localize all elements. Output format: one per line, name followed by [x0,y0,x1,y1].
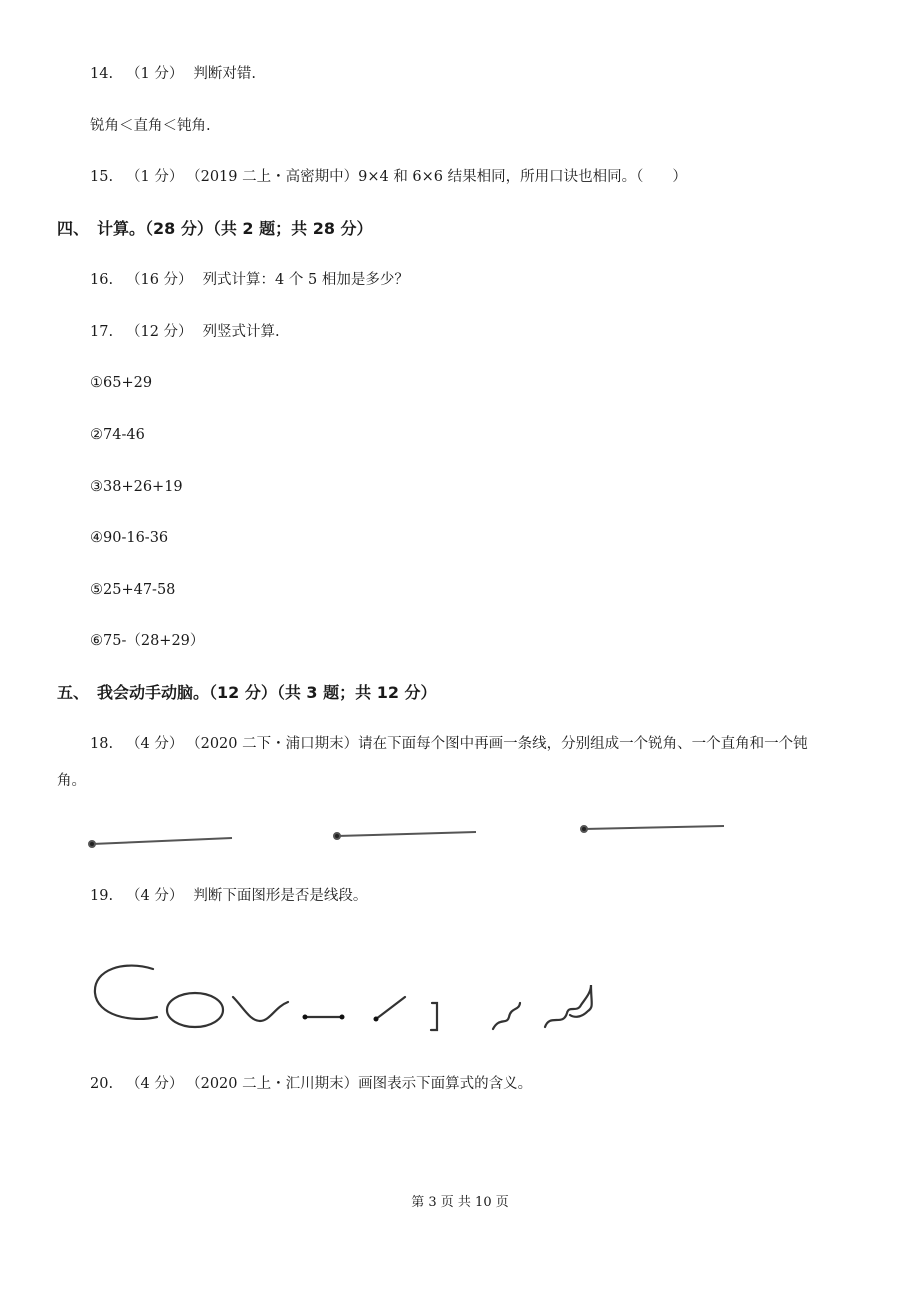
section-index: 五、 [57,683,90,702]
ray-3 [581,826,724,832]
question-score: （1 分） [126,66,184,82]
question-text: 列式计算：4 个 5 相加是多少？ [202,272,409,288]
question-text: （2019 二上・高密期中）9×4 和 6×6 结果相同，所用口诀也相同。（ ） [193,169,687,185]
ray-2 [334,832,476,839]
question-score: （4 分） [126,888,184,904]
question-score: （4 分） [126,1076,184,1092]
question-15 [90,167,687,187]
curve-c-shape [95,966,157,1019]
oval-shape [167,993,223,1027]
question-14-statement: 锐角＜直角＜钝角. [90,118,211,134]
page-footer: 第 3 页 共 10 页 [411,1195,509,1210]
segment-endpoint [374,1017,379,1022]
question-number: 17. [90,324,114,340]
question-19 [90,886,367,906]
curve-v-shape [233,997,288,1021]
section-title: 计算。（28 分）（共 2 题；共 28 分） [97,219,373,238]
wave-shape-1 [493,1003,520,1029]
question-16 [90,270,409,290]
wave-shape-2 [545,985,592,1027]
question-20 [90,1074,532,1094]
calc-item-2: ②74-46 [90,427,145,443]
shapes-figure [85,955,610,1035]
question-text: （2020 二下・浦口期末）请在下面每个图中再画一条线，分别组成一个锐角、一个直角和一个钝 [193,736,808,752]
question-score: （16 分） [126,272,193,288]
question-number: 15. [90,169,114,185]
segment-endpoint [340,1015,345,1020]
rays-figure [80,815,740,855]
calc-item-5: ⑤25+47-58 [90,582,176,598]
segment-slanted [376,997,405,1019]
question-number: 19. [90,888,114,904]
question-17 [90,322,280,342]
bracket-shape [431,1003,437,1030]
question-score: （12 分） [126,324,193,340]
question-number: 20. [90,1076,114,1092]
calc-item-1: ①65+29 [90,375,153,391]
question-number: 16. [90,272,114,288]
question-score: （1 分） [126,169,184,185]
question-number: 14. [90,66,114,82]
question-18-continued: 角。 [57,773,86,789]
question-14 [90,64,256,84]
question-score: （4 分） [126,736,184,752]
question-text: （2020 二上・汇川期末）画图表示下面算式的含义。 [193,1076,533,1092]
question-18 [90,734,808,754]
question-text: 列竖式计算. [202,324,280,340]
calc-item-4: ④90-16-36 [90,530,169,546]
section-title: 我会动手动脑。（12 分）（共 3 题；共 12 分） [97,683,437,702]
calc-item-6: ⑥75-（28+29） [90,633,205,649]
segment-endpoint [303,1015,308,1020]
ray-1 [89,838,232,847]
section-index: 四、 [57,219,90,238]
section-heading-4 [57,218,373,240]
calc-item-3: ③38+26+19 [90,479,183,495]
question-number: 18. [90,736,114,752]
section-heading-5 [57,682,437,704]
question-text: 判断对错. [193,66,256,82]
question-text: 判断下面图形是否是线段。 [193,888,368,904]
